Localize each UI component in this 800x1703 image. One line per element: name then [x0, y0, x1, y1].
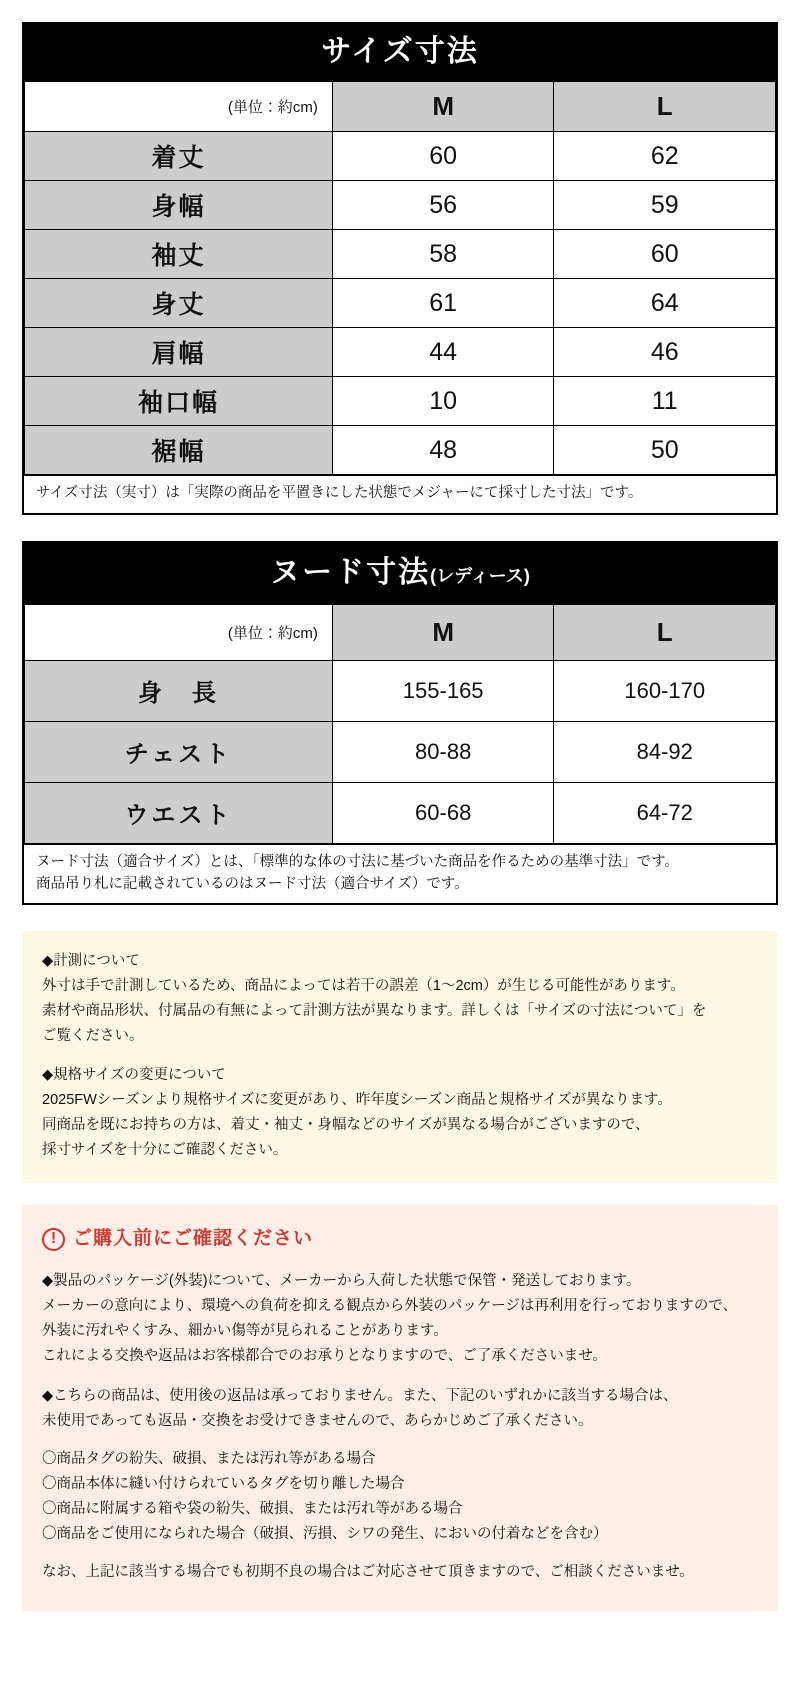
- nude-table-note: [24, 844, 776, 904]
- row-value-l: 11: [554, 377, 776, 426]
- row-value-l: 64-72: [554, 782, 776, 843]
- size-table: [24, 81, 776, 475]
- table-row: [25, 377, 776, 426]
- row-value-m: 60-68: [332, 782, 554, 843]
- caution-list-item: 〇商品に附属する箱や袋の紛失、破損、または汚れ等がある場合: [42, 1500, 463, 1517]
- caution-p1-line3: 外装に汚れやくすみ、細かい傷等が見られることがあります。: [42, 1323, 448, 1340]
- caution-p1-line1: ◆製品のパッケージ(外装)について、メーカーから入荷した状態で保管・発送しております。: [42, 1273, 641, 1290]
- nude-table-note-line2: 商品吊り札に記載されているのはヌード寸法（適合サイズ）です。: [36, 875, 469, 892]
- row-label: チェスト: [25, 721, 333, 782]
- size-table-col-m: M: [332, 82, 554, 132]
- row-value-l: 46: [554, 328, 776, 377]
- row-value-m: 60: [332, 132, 554, 181]
- caution-p2-line2: 未使用であっても返品・交換をお受けできませんので、あらかじめご了承ください。: [42, 1413, 593, 1430]
- table-row: [25, 279, 776, 328]
- row-label: 身幅: [25, 181, 333, 230]
- row-value-m: 80-88: [332, 721, 554, 782]
- caution-p2-line1: ◆こちらの商品は、使用後の返品は承っておりません。また、下記のいずれかに該当する場合は、: [42, 1388, 678, 1405]
- row-value-m: 155-165: [332, 660, 554, 721]
- notes-section1-line1: 外寸は手で計測しているため、商品によっては若干の誤差（1〜2cm）が生じる可能性があります。: [42, 978, 685, 995]
- size-table-title: サイズ寸法: [24, 24, 776, 81]
- nude-table-block: [22, 541, 778, 906]
- notes-section2-heading: ◆規格サイズの変更について: [42, 1067, 226, 1083]
- nude-table-title-sub: (レディース): [430, 565, 530, 586]
- row-label: 着丈: [25, 132, 333, 181]
- exclamation-icon: !: [42, 1228, 65, 1251]
- row-value-m: 56: [332, 181, 554, 230]
- row-value-l: 50: [554, 426, 776, 475]
- row-label: 裾幅: [25, 426, 333, 475]
- notes-section2-line2: 同商品を既にお持ちの方は、着丈・袖丈・身幅などのサイズが異なる場合がございますので、: [42, 1116, 650, 1133]
- nude-table-col-l: L: [554, 604, 776, 660]
- nude-table: [24, 604, 776, 844]
- row-value-m: 61: [332, 279, 554, 328]
- size-table-block: [22, 22, 778, 515]
- table-row: [25, 426, 776, 475]
- measurement-notes-box: [22, 931, 778, 1183]
- caution-p1-line2: メーカーの意向により、環境への負荷を抑える観点から外装のパッケージは再利用を行っておりますので、: [42, 1298, 738, 1315]
- caution-list-item: 〇商品タグの紛失、破損、または汚れ等がある場合: [42, 1451, 376, 1468]
- row-value-m: 58: [332, 230, 554, 279]
- nude-table-col-m: M: [332, 604, 554, 660]
- row-value-l: 59: [554, 181, 776, 230]
- caution-title: ご購入前にご確認ください: [73, 1227, 314, 1249]
- row-label: 身 長: [25, 660, 333, 721]
- row-label: ウエスト: [25, 782, 333, 843]
- table-row: [25, 660, 776, 721]
- nude-table-note-line1: ヌード寸法（適合サイズ）とは、「標準的な体の寸法に基づいた商品を作るための基準寸法」です。: [36, 853, 679, 870]
- row-value-m: 48: [332, 426, 554, 475]
- nude-table-title-main: ヌード寸法: [270, 555, 431, 589]
- size-table-note: サイズ寸法（実寸）は「実際の商品を平置きにした状態でメジャーにて採寸した寸法」です。: [24, 475, 776, 513]
- table-row: [25, 721, 776, 782]
- caution-list-item: 〇商品本体に縫い付けられているタグを切り離した場合: [42, 1475, 405, 1492]
- table-row: [25, 181, 776, 230]
- caution-spacer: [42, 1547, 758, 1560]
- row-value-m: 10: [332, 377, 554, 426]
- caution-spacer: [42, 1434, 758, 1447]
- row-value-l: 84-92: [554, 721, 776, 782]
- table-header-row: [25, 82, 776, 132]
- caution-spacer: [42, 1369, 758, 1384]
- nude-table-title: [24, 543, 776, 604]
- row-value-m: 44: [332, 328, 554, 377]
- table-header-row: [25, 604, 776, 660]
- row-value-l: 64: [554, 279, 776, 328]
- table-row: [25, 782, 776, 843]
- table-row: [25, 132, 776, 181]
- notes-section2-line1: 2025FWシーズンより規格サイズに変更があり、昨年度シーズン商品と規格サイズが異なります。: [42, 1091, 672, 1108]
- notes-section1-line3: ご覧ください。: [42, 1028, 144, 1045]
- notes-section1-heading: ◆計測について: [42, 953, 140, 970]
- row-label: 袖口幅: [25, 377, 333, 426]
- size-table-unit-label: (単位：約cm): [25, 82, 333, 132]
- notes-spacer: [42, 1049, 758, 1063]
- nude-table-unit-label: (単位：約cm): [25, 604, 333, 660]
- row-label: 袖丈: [25, 230, 333, 279]
- notes-section2-line3: 採寸サイズを十分にご確認ください。: [42, 1141, 288, 1158]
- row-value-l: 160-170: [554, 660, 776, 721]
- caution-closing: なお、上記に該当する場合でも初期不良の場合はご対応させて頂きますので、ご相談くださいませ。: [42, 1563, 694, 1580]
- notes-section1-line2: 素材や商品形状、付属品の有無によって計測方法が異なります。詳しくは「サイズの寸法について」を: [42, 1003, 707, 1020]
- caution-box: [22, 1205, 778, 1611]
- table-row: [25, 328, 776, 377]
- row-value-l: 60: [554, 230, 776, 279]
- caution-p1-line4: これによる交換や返品はお客様都合でのお承りとなりますので、ご了承くださいませ。: [42, 1348, 607, 1365]
- row-label: 身丈: [25, 279, 333, 328]
- row-value-l: 62: [554, 132, 776, 181]
- caution-header: [42, 1223, 758, 1256]
- row-label: 肩幅: [25, 328, 333, 377]
- caution-list-item: 〇商品をご使用になられた場合（破損、汚損、シワの発生、においの付着などを含む）: [42, 1525, 608, 1542]
- table-row: [25, 230, 776, 279]
- size-table-col-l: L: [554, 82, 776, 132]
